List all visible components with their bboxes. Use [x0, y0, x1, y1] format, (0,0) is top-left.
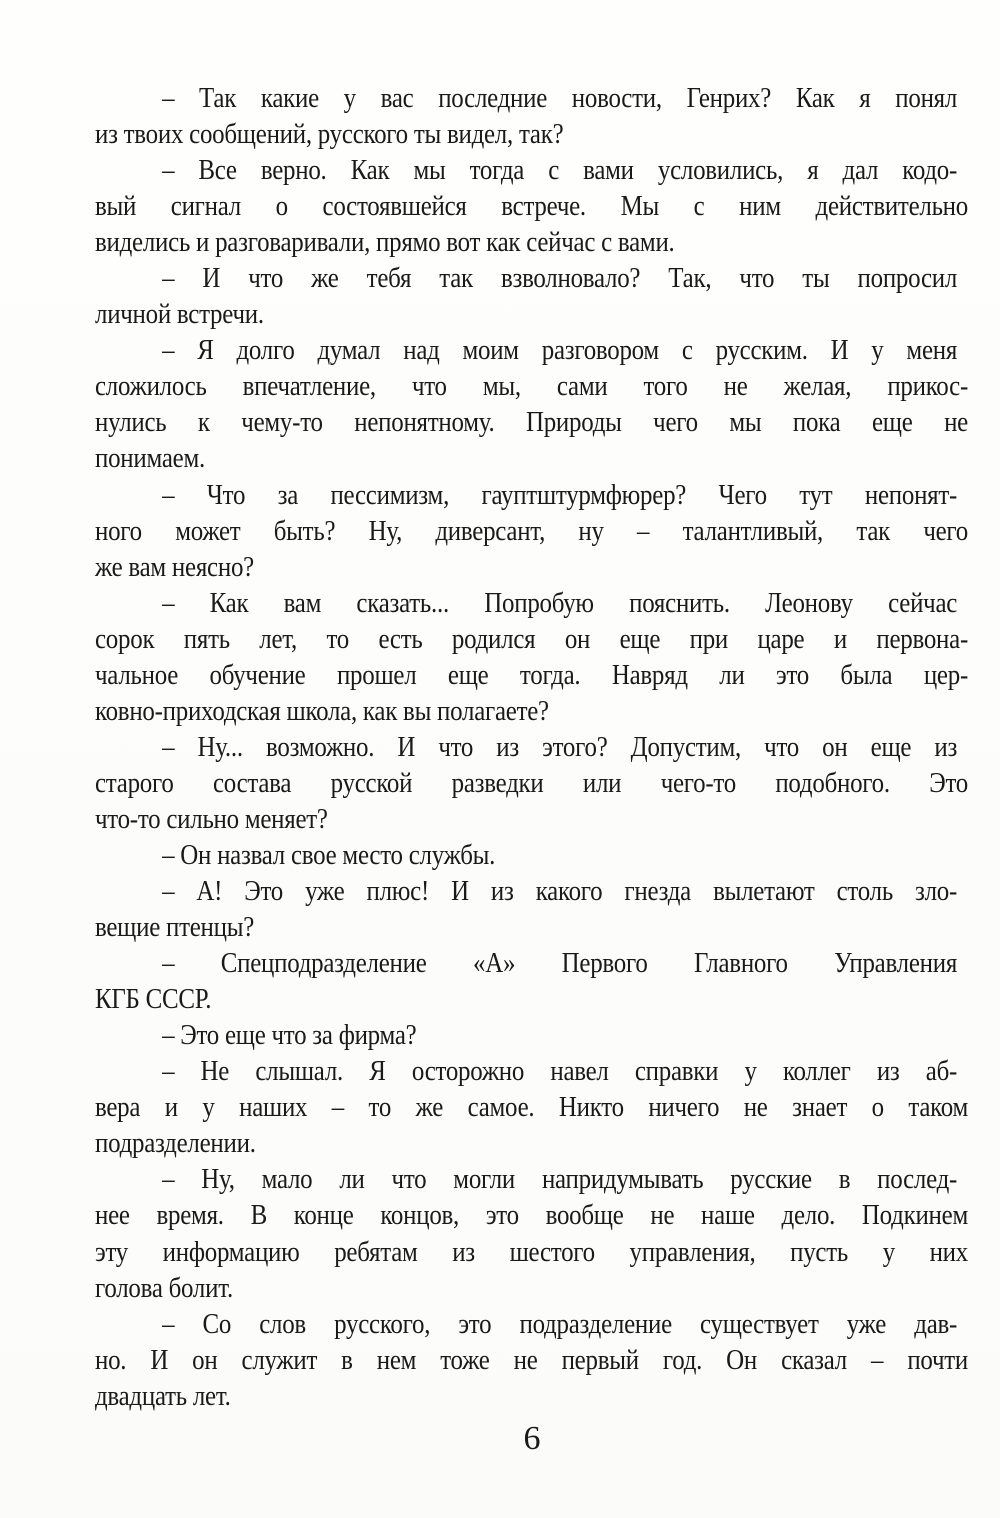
paragraph: [95, 945, 968, 1017]
text-line: – Со слов русского, это подразделение существует уже дав-: [162, 1307, 958, 1340]
text-line: ного может быть? Ну, диверсант, ну – талантливый, так чего: [95, 514, 968, 547]
text-line: из твоих сообщений, русского ты видел, так?: [95, 118, 564, 151]
text-line: – Так какие у вас последние новости, Генрих? Как я понял: [162, 82, 958, 114]
text-line: – Спецподразделение «А» Первого Главного Управления: [162, 947, 958, 980]
paragraph: [95, 1306, 968, 1414]
paragraph: [95, 260, 968, 332]
text-line: же вам неясно?: [95, 550, 254, 583]
text-line: сорок пять лет, то есть родился он еще при царе и первона-: [95, 622, 968, 655]
paragraph: [95, 152, 968, 260]
text-line: – Он назвал свое место службы.: [162, 838, 496, 871]
text-line: КГБ СССР.: [95, 983, 212, 1016]
paragraph: [95, 1017, 968, 1053]
text-line: – Как вам сказать... Попробую пояснить. Леонову сейчас: [162, 586, 958, 619]
text-line: вера и у наших – то же самое. Никто ничего не знает о таком: [95, 1091, 968, 1124]
text-line: – Что за пессимизм, гауптштурмфюрер? Чего тут непонят-: [162, 478, 958, 511]
text-line: виделись и разговаривали, прямо вот как сейчас с вами.: [95, 226, 675, 259]
paragraph: [95, 729, 968, 837]
text-line: – Я долго думал над моим разговором с русским. И у меня: [162, 334, 958, 367]
text-line: старого состава русской разведки или чего-то подобного. Это: [95, 766, 968, 799]
text-line: двадцать лет.: [95, 1379, 231, 1412]
text-line: личной встречи.: [95, 298, 264, 331]
paragraph: [95, 332, 968, 476]
text-line: вый сигнал о состоявшейся встрече. Мы с ним действительно: [95, 190, 968, 223]
text-line: нулись к чему-то непонятному. Природы чего мы пока еще не: [95, 406, 968, 439]
paragraph: [95, 1053, 968, 1161]
text-line: – Ну... возможно. И что из этого? Допустим, что он еще из: [162, 730, 958, 763]
text-line: понимаем.: [95, 442, 205, 475]
text-line: – И что же тебя так взволновало? Так, что ты попросил: [162, 262, 958, 295]
text-line: чальное обучение прошел еще тогда. Навряд ли это была цер-: [95, 658, 968, 691]
text-line: – Это еще что за фирма?: [162, 1019, 417, 1052]
text-line: нее время. В конце концов, это вообще не наше дело. Подкинем: [95, 1199, 968, 1232]
text-line: голова болит.: [95, 1271, 233, 1304]
page-number: 6: [523, 1420, 541, 1457]
paragraph: [95, 837, 968, 873]
paragraph: [95, 873, 968, 945]
paragraph: [95, 477, 968, 585]
paragraph: [95, 585, 968, 729]
text-line: вещие птенцы?: [95, 911, 255, 944]
text-line: но. И он служит в нем тоже не первый год. Он сказал – почти: [95, 1343, 968, 1376]
text-line: что-то сильно меняет?: [95, 802, 328, 835]
text-line: сложилось впечатление, что мы, сами того не желая, прикос-: [95, 370, 968, 403]
body-text: [95, 80, 968, 1414]
text-line: эту информацию ребятам из шестого управления, пусть у них: [95, 1235, 968, 1268]
text-line: подразделении.: [95, 1127, 256, 1160]
text-line: – Не слышал. Я осторожно навел справки у коллег из аб-: [162, 1055, 958, 1088]
text-line: – А! Это уже плюс! И из какого гнезда вылетают столь зло-: [162, 875, 958, 908]
paragraph: [95, 80, 968, 152]
text-line: – Ну, мало ли что могли напридумывать русские в послед-: [162, 1163, 958, 1196]
paragraph: [95, 1161, 968, 1305]
text-line: ковно-приходская школа, как вы полагаете?: [95, 694, 549, 727]
text-line: – Все верно. Как мы тогда с вами условились, я дал кодо-: [162, 154, 958, 187]
